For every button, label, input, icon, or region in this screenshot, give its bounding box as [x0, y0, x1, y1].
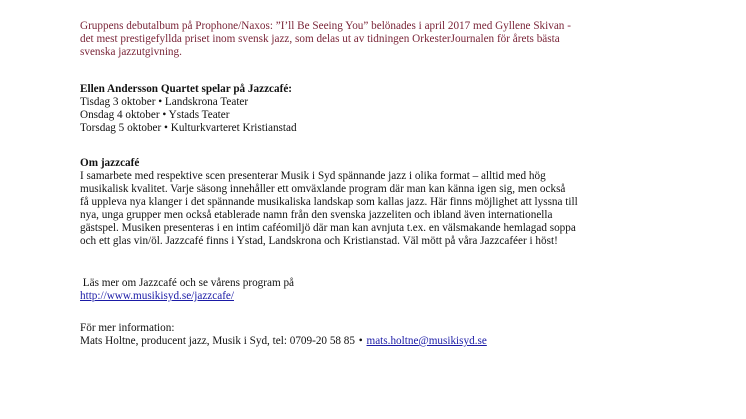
- concert-item: Torsdag 5 oktober • Kulturkvarteret Kristianstad: [80, 122, 297, 134]
- jazzcafe-link[interactable]: http://www.musikisyd.se/jazzcafe/: [80, 290, 234, 302]
- readmore-text: Läs mer om Jazzcafé och se vårens program på: [80, 277, 295, 289]
- about-line: få uppleva nya klanger i det spännande musikaliska landskap som kallas jazz. Här finns möjlighet att lyssna till: [80, 196, 578, 208]
- about-line: nya, unga grupper men också etablerade namn från den svenska jazzeliten och ibland även internationella: [80, 209, 553, 221]
- contact-section: [80, 322, 660, 348]
- about-line: och ett glas vin/öl. Jazzcafé finns i Ystad, Landskrona och Kristianstad. Väl mött på våra Jazzcaféer i höst!: [80, 235, 558, 247]
- about-line: musikalisk kvalitet. Varje säsong innehåller ett omväxlande program där man kan känna igen sig, men också: [80, 183, 566, 195]
- contact-text: Mats Holtne, producent jazz, Musik i Syd, tel: 0709-20 58 85: [80, 335, 355, 347]
- intro-line: det mest prestigefyllda priset inom svensk jazz, som delas ut av tidningen OrkesterJournalen för årets bästa: [80, 33, 560, 45]
- concert-item: Onsdag 4 oktober • Ystads Teater: [80, 109, 230, 121]
- concert-item: Tisdag 3 oktober • Landskrona Teater: [80, 96, 249, 108]
- concerts-section: [80, 83, 660, 135]
- about-heading: Om jazzcafé: [80, 157, 140, 169]
- about-line: gästspel. Musiken presenteras i en intim caféomiljö där man kan avnjuta t.ex. en välsmakande hemlagad soppa: [80, 222, 576, 234]
- contact-email-link[interactable]: mats.holtne@musikisyd.se: [366, 335, 487, 347]
- intro-line: svenska jazzutgivning.: [80, 46, 182, 58]
- intro-line: Gruppens debutalbum på Prophone/Naxos: ”I’ll Be Seeing You” belönades i april 2017 med Gyllene Skivan -: [80, 20, 571, 32]
- concerts-heading: Ellen Andersson Quartet spelar på Jazzcafé:: [80, 83, 293, 95]
- contact-heading: För mer information:: [80, 322, 175, 334]
- intro-paragraph: [80, 20, 640, 59]
- about-line: I samarbete med respektive scen presenterar Musik i Syd spännande jazz i olika format – alltid med hög: [80, 170, 546, 182]
- contact-separator: •: [358, 335, 363, 347]
- about-section: [80, 157, 660, 248]
- readmore-section: [80, 277, 660, 303]
